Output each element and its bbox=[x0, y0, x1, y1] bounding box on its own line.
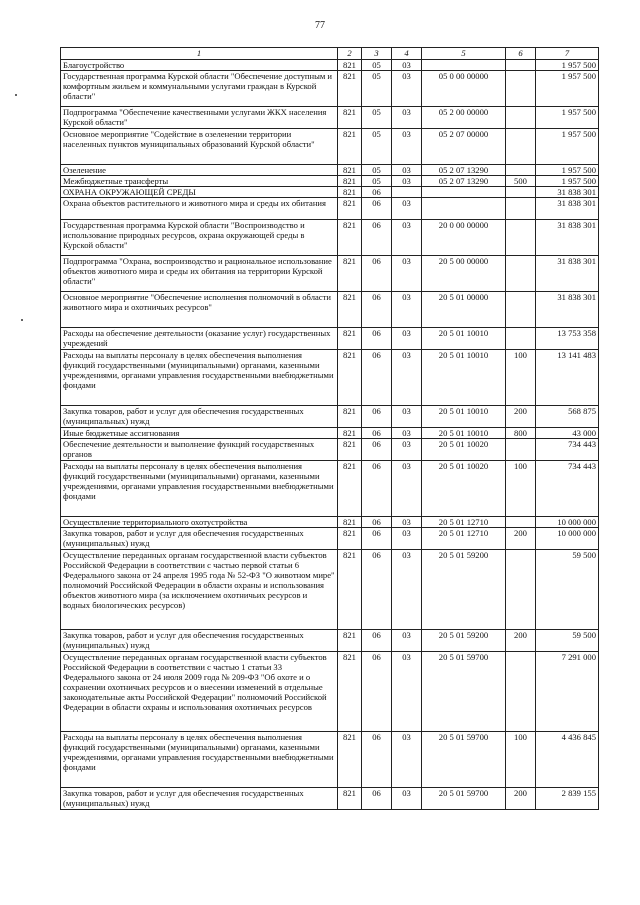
amount: 568 875 bbox=[536, 406, 599, 428]
row-name: Благоустройство bbox=[61, 60, 338, 71]
row-name: Осуществление переданных органам государственной власти субъектов Российской Федерации в соответствии с частью 1 статьи 33 Федерального закона от 24 июля 2009 года № 209-ФЗ "Об охоте и о сохранении охотничьих ресурсов и о внесении изменений в отдельные законодательные акты Российской Федерации" полномочий Российской Федерации в области охраны и использования охотничьих ресурсов bbox=[61, 652, 338, 732]
department-code: 821 bbox=[338, 550, 362, 630]
table-row bbox=[61, 187, 599, 198]
target-article: 20 5 01 10010 bbox=[422, 428, 506, 439]
row-name: Иные бюджетные ассигнования bbox=[61, 428, 338, 439]
department-code: 821 bbox=[338, 517, 362, 528]
amount: 4 436 845 bbox=[536, 732, 599, 788]
expense-type bbox=[506, 220, 536, 256]
expense-type bbox=[506, 187, 536, 198]
target-article: 20 5 01 59700 bbox=[422, 788, 506, 810]
amount: 59 500 bbox=[536, 630, 599, 652]
row-name: Озеленение bbox=[61, 165, 338, 176]
department-code: 821 bbox=[338, 129, 362, 165]
amount: 1 957 500 bbox=[536, 176, 599, 187]
subsection-code bbox=[392, 187, 422, 198]
expense-type: 200 bbox=[506, 788, 536, 810]
budget-table-body bbox=[61, 60, 599, 810]
page-number: 77 bbox=[315, 20, 325, 31]
section-code: 06 bbox=[362, 732, 392, 788]
row-name: Подпрограмма "Обеспечение качественными услугами ЖКХ населения Курской области" bbox=[61, 107, 338, 129]
table-row bbox=[61, 350, 599, 406]
section-code: 06 bbox=[362, 461, 392, 517]
expense-type bbox=[506, 439, 536, 461]
target-article bbox=[422, 60, 506, 71]
row-name: Осуществление территориального охотустройства bbox=[61, 517, 338, 528]
section-code: 05 bbox=[362, 71, 392, 107]
row-name: Закупка товаров, работ и услуг для обеспечения государственных (муниципальных) нужд bbox=[61, 528, 338, 550]
amount: 10 000 000 bbox=[536, 528, 599, 550]
subsection-code: 03 bbox=[392, 60, 422, 71]
amount: 1 957 500 bbox=[536, 165, 599, 176]
department-code: 821 bbox=[338, 60, 362, 71]
row-name: Расходы на выплаты персоналу в целях обеспечения выполнения функций государственными (муниципальными) органами, казенными учреждениями, органами управления государственными внебюджетными фондами bbox=[61, 732, 338, 788]
department-code: 821 bbox=[338, 328, 362, 350]
subsection-code: 03 bbox=[392, 328, 422, 350]
table-row bbox=[61, 461, 599, 517]
table-row bbox=[61, 652, 599, 732]
amount: 43 000 bbox=[536, 428, 599, 439]
subsection-code: 03 bbox=[392, 428, 422, 439]
subsection-code: 03 bbox=[392, 439, 422, 461]
department-code: 821 bbox=[338, 788, 362, 810]
target-article: 20 0 00 00000 bbox=[422, 220, 506, 256]
scan-speck bbox=[21, 319, 23, 321]
target-article: 20 5 01 59700 bbox=[422, 652, 506, 732]
expense-type bbox=[506, 129, 536, 165]
department-code: 821 bbox=[338, 630, 362, 652]
row-name: Основное мероприятие "Обеспечение исполнения полномочий в области животного мира и охотничьих ресурсов" bbox=[61, 292, 338, 328]
expense-type: 200 bbox=[506, 406, 536, 428]
section-code: 06 bbox=[362, 428, 392, 439]
section-code: 06 bbox=[362, 220, 392, 256]
row-name: Осуществление переданных органам государственной власти субъектов Российской Федерации в соответствии с частью первой статьи 6 Федерального закона от 24 апреля 1995 года № 52-ФЗ "О животном мире" полномочий Российской Федерации в области охраны и использования объектов животного мира (за исключением охотничьих ресурсов и водных биологических ресурсов) bbox=[61, 550, 338, 630]
section-code: 05 bbox=[362, 165, 392, 176]
department-code: 821 bbox=[338, 406, 362, 428]
target-article: 20 5 01 12710 bbox=[422, 517, 506, 528]
department-code: 821 bbox=[338, 256, 362, 292]
expense-type bbox=[506, 328, 536, 350]
section-code: 05 bbox=[362, 176, 392, 187]
table-row bbox=[61, 220, 599, 256]
section-code: 06 bbox=[362, 292, 392, 328]
target-article: 20 5 01 00000 bbox=[422, 292, 506, 328]
section-code: 06 bbox=[362, 187, 392, 198]
section-code: 06 bbox=[362, 439, 392, 461]
expense-type: 100 bbox=[506, 461, 536, 517]
row-name: Закупка товаров, работ и услуг для обеспечения государственных (муниципальных) нужд bbox=[61, 406, 338, 428]
expense-type: 500 bbox=[506, 176, 536, 187]
subsection-code: 03 bbox=[392, 256, 422, 292]
target-article: 20 5 01 10010 bbox=[422, 328, 506, 350]
row-name: Межбюджетные трансферты bbox=[61, 176, 338, 187]
target-article: 20 5 01 59200 bbox=[422, 550, 506, 630]
amount: 31 838 301 bbox=[536, 256, 599, 292]
target-article bbox=[422, 198, 506, 220]
column-header-section: 3 bbox=[362, 48, 392, 60]
section-code: 06 bbox=[362, 198, 392, 220]
expense-type: 100 bbox=[506, 350, 536, 406]
section-code: 06 bbox=[362, 630, 392, 652]
table-row bbox=[61, 732, 599, 788]
row-name: Расходы на обеспечение деятельности (оказание услуг) государственных учреждений bbox=[61, 328, 338, 350]
table-row bbox=[61, 439, 599, 461]
amount: 31 838 301 bbox=[536, 220, 599, 256]
section-code: 06 bbox=[362, 406, 392, 428]
target-article: 20 5 01 10020 bbox=[422, 461, 506, 517]
amount: 1 957 500 bbox=[536, 71, 599, 107]
amount: 31 838 301 bbox=[536, 198, 599, 220]
row-name: ОХРАНА ОКРУЖАЮЩЕЙ СРЕДЫ bbox=[61, 187, 338, 198]
expense-type bbox=[506, 652, 536, 732]
subsection-code: 03 bbox=[392, 630, 422, 652]
target-article: 20 5 01 59200 bbox=[422, 630, 506, 652]
subsection-code: 03 bbox=[392, 165, 422, 176]
department-code: 821 bbox=[338, 220, 362, 256]
department-code: 821 bbox=[338, 652, 362, 732]
amount: 13 753 358 bbox=[536, 328, 599, 350]
department-code: 821 bbox=[338, 428, 362, 439]
column-header-expense-type: 6 bbox=[506, 48, 536, 60]
table-row bbox=[61, 428, 599, 439]
table-row bbox=[61, 71, 599, 107]
department-code: 821 bbox=[338, 71, 362, 107]
section-code: 06 bbox=[362, 350, 392, 406]
section-code: 05 bbox=[362, 107, 392, 129]
subsection-code: 03 bbox=[392, 652, 422, 732]
amount: 31 838 301 bbox=[536, 292, 599, 328]
budget-table bbox=[60, 47, 599, 810]
row-name: Обеспечение деятельности и выполнение функций государственных органов bbox=[61, 439, 338, 461]
department-code: 821 bbox=[338, 350, 362, 406]
table-row bbox=[61, 107, 599, 129]
table-row bbox=[61, 198, 599, 220]
expense-type: 100 bbox=[506, 732, 536, 788]
target-article: 05 2 00 00000 bbox=[422, 107, 506, 129]
column-header-amount: 7 bbox=[536, 48, 599, 60]
amount: 734 443 bbox=[536, 439, 599, 461]
expense-type bbox=[506, 517, 536, 528]
department-code: 821 bbox=[338, 187, 362, 198]
department-code: 821 bbox=[338, 165, 362, 176]
subsection-code: 03 bbox=[392, 220, 422, 256]
expense-type bbox=[506, 198, 536, 220]
section-code: 06 bbox=[362, 788, 392, 810]
subsection-code: 03 bbox=[392, 107, 422, 129]
subsection-code: 03 bbox=[392, 129, 422, 165]
table-row bbox=[61, 176, 599, 187]
amount: 2 839 155 bbox=[536, 788, 599, 810]
column-number-row bbox=[61, 48, 599, 60]
subsection-code: 03 bbox=[392, 292, 422, 328]
row-name: Охрана объектов растительного и животного мира и среды их обитания bbox=[61, 198, 338, 220]
expense-type bbox=[506, 60, 536, 71]
amount: 734 443 bbox=[536, 461, 599, 517]
section-code: 06 bbox=[362, 328, 392, 350]
target-article: 05 2 07 13290 bbox=[422, 165, 506, 176]
expense-type: 200 bbox=[506, 528, 536, 550]
subsection-code: 03 bbox=[392, 550, 422, 630]
row-name: Расходы на выплаты персоналу в целях обеспечения выполнения функций государственными (муниципальными) органами, казенными учреждениями, органами управления государственными внебюджетными фондами bbox=[61, 350, 338, 406]
section-code: 06 bbox=[362, 528, 392, 550]
row-name: Подпрограмма "Охрана, воспроизводство и рациональное использование объектов животного мира и среды их обитания на территории Курской области" bbox=[61, 256, 338, 292]
department-code: 821 bbox=[338, 198, 362, 220]
amount: 13 141 483 bbox=[536, 350, 599, 406]
table-row bbox=[61, 406, 599, 428]
department-code: 821 bbox=[338, 732, 362, 788]
target-article: 20 5 01 10010 bbox=[422, 406, 506, 428]
subsection-code: 03 bbox=[392, 406, 422, 428]
table-row bbox=[61, 165, 599, 176]
table-row bbox=[61, 630, 599, 652]
department-code: 821 bbox=[338, 176, 362, 187]
department-code: 821 bbox=[338, 107, 362, 129]
target-article: 05 2 07 13290 bbox=[422, 176, 506, 187]
section-code: 06 bbox=[362, 652, 392, 732]
amount: 1 957 500 bbox=[536, 107, 599, 129]
row-name: Основное мероприятие "Содействие в озеленении территории населенных пунктов муниципальных образований Курской области" bbox=[61, 129, 338, 165]
column-header-subsection: 4 bbox=[392, 48, 422, 60]
section-code: 06 bbox=[362, 256, 392, 292]
section-code: 05 bbox=[362, 129, 392, 165]
subsection-code: 03 bbox=[392, 788, 422, 810]
target-article: 20 5 01 12710 bbox=[422, 528, 506, 550]
subsection-code: 03 bbox=[392, 517, 422, 528]
expense-type bbox=[506, 550, 536, 630]
row-name: Закупка товаров, работ и услуг для обеспечения государственных (муниципальных) нужд bbox=[61, 630, 338, 652]
table-row bbox=[61, 550, 599, 630]
expense-type: 800 bbox=[506, 428, 536, 439]
target-article bbox=[422, 187, 506, 198]
amount: 1 957 500 bbox=[536, 129, 599, 165]
subsection-code: 03 bbox=[392, 350, 422, 406]
department-code: 821 bbox=[338, 439, 362, 461]
expense-type bbox=[506, 292, 536, 328]
subsection-code: 03 bbox=[392, 176, 422, 187]
table-row bbox=[61, 60, 599, 71]
table-row bbox=[61, 328, 599, 350]
subsection-code: 03 bbox=[392, 528, 422, 550]
target-article: 20 5 01 59700 bbox=[422, 732, 506, 788]
target-article: 05 2 07 00000 bbox=[422, 129, 506, 165]
subsection-code: 03 bbox=[392, 198, 422, 220]
table-row bbox=[61, 517, 599, 528]
expense-type bbox=[506, 256, 536, 292]
target-article: 20 5 01 10010 bbox=[422, 350, 506, 406]
section-code: 05 bbox=[362, 60, 392, 71]
column-header-target-article: 5 bbox=[422, 48, 506, 60]
row-name: Расходы на выплаты персоналу в целях обеспечения выполнения функций государственными (муниципальными) органами, казенными учреждениями, органами управления государственными внебюджетными фондами bbox=[61, 461, 338, 517]
amount: 59 500 bbox=[536, 550, 599, 630]
row-name: Государственная программа Курской области "Обеспечение доступным и комфортным жильем и коммунальными услугами граждан в Курской области" bbox=[61, 71, 338, 107]
amount: 1 957 500 bbox=[536, 60, 599, 71]
section-code: 06 bbox=[362, 550, 392, 630]
subsection-code: 03 bbox=[392, 71, 422, 107]
table-row bbox=[61, 528, 599, 550]
target-article: 20 5 01 10020 bbox=[422, 439, 506, 461]
target-article: 05 0 00 00000 bbox=[422, 71, 506, 107]
column-header-department: 2 bbox=[338, 48, 362, 60]
section-code: 06 bbox=[362, 517, 392, 528]
amount: 10 000 000 bbox=[536, 517, 599, 528]
table-row bbox=[61, 292, 599, 328]
column-header-name: 1 bbox=[61, 48, 338, 60]
target-article: 20 5 00 00000 bbox=[422, 256, 506, 292]
expense-type: 200 bbox=[506, 630, 536, 652]
expense-type bbox=[506, 71, 536, 107]
amount: 31 838 301 bbox=[536, 187, 599, 198]
department-code: 821 bbox=[338, 528, 362, 550]
scan-speck bbox=[15, 94, 17, 96]
subsection-code: 03 bbox=[392, 461, 422, 517]
amount: 7 291 000 bbox=[536, 652, 599, 732]
table-row bbox=[61, 788, 599, 810]
row-name: Государственная программа Курской области "Воспроизводство и использование природных ресурсов, охрана окружающей среды в Курской области" bbox=[61, 220, 338, 256]
table-row bbox=[61, 256, 599, 292]
table-row bbox=[61, 129, 599, 165]
subsection-code: 03 bbox=[392, 732, 422, 788]
expense-type bbox=[506, 107, 536, 129]
department-code: 821 bbox=[338, 461, 362, 517]
row-name: Закупка товаров, работ и услуг для обеспечения государственных (муниципальных) нужд bbox=[61, 788, 338, 810]
expense-type bbox=[506, 165, 536, 176]
department-code: 821 bbox=[338, 292, 362, 328]
